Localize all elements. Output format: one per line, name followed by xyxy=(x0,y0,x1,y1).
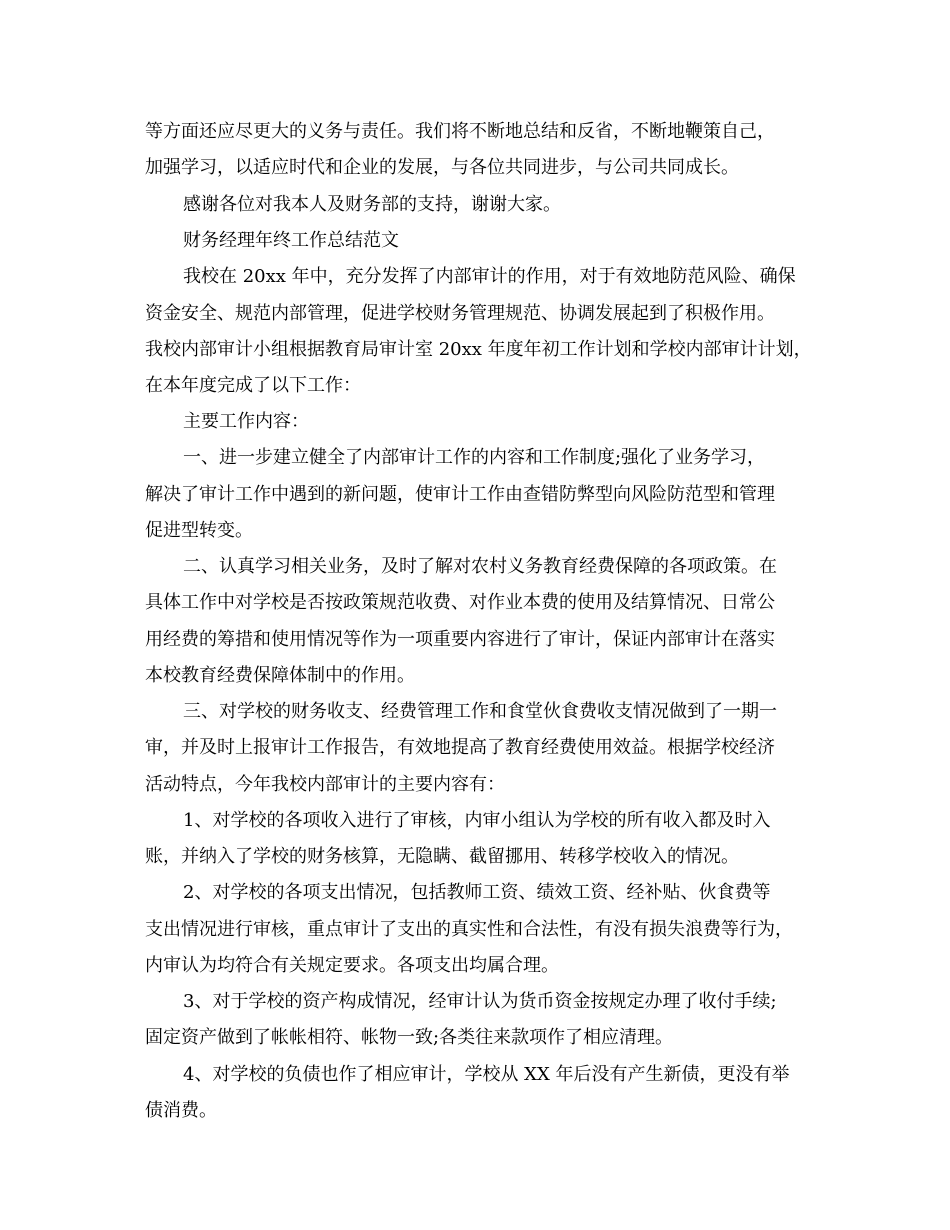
text-line: 活动特点，今年我校内部审计的主要内容有： xyxy=(145,774,505,795)
text-line: 本校教育经费保障体制中的作用。 xyxy=(145,665,415,686)
text-line: 3、对于学校的资产构成情况，经审计认为货币资金按规定办理了收付手续; xyxy=(183,991,777,1012)
text-line: 感谢各位对我本人及财务部的支持，谢谢大家。 xyxy=(183,194,561,215)
text-line: 加强学习，以适应时代和企业的发展，与各位共同进步，与公司共同成长。 xyxy=(145,157,739,178)
section-heading: 财务经理年终工作总结范文 xyxy=(183,230,399,251)
text-line: 2、对学校的各项支出情况，包括教师工资、绩效工资、经补贴、伙食费等 xyxy=(183,882,771,903)
text-line: 三、对学校的财务收支、经费管理工作和食堂伙食费收支情况做到了一期一 xyxy=(183,701,777,722)
text-line: 我校在 20xx 年中，充分发挥了内部审计的作用，对于有效地防范风险、确保 xyxy=(183,266,796,287)
text-line: 解决了审计工作中遇到的新问题，使审计工作由查错防弊型向风险防范型和管理 xyxy=(145,484,775,505)
text-line: 我校内部审计小组根据教育局审计室 20xx 年度年初工作计划和学校内部审计计划， xyxy=(145,339,812,360)
text-line: 二、认真学习相关业务，及时了解对农村义务教育经费保障的各项政策。在 xyxy=(183,556,777,577)
text-line: 一、进一步建立健全了内部审计工作的内容和工作制度;强化了业务学习， xyxy=(183,447,766,468)
text-line: 在本年度完成了以下工作： xyxy=(145,375,361,396)
text-line: 促进型转变。 xyxy=(145,520,253,541)
text-line: 账，并纳入了学校的财务核算，无隐瞒、截留挪用、转移学校收入的情况。 xyxy=(145,846,739,867)
text-line: 审，并及时上报审计工作报告，有效地提高了教育经费使用效益。根据学校经济 xyxy=(145,737,775,758)
text-line: 主要工作内容： xyxy=(183,411,309,432)
text-line: 4、对学校的负债也作了相应审计，学校从 XX 年后没有产生新债，更没有举 xyxy=(183,1064,790,1085)
text-line: 1、对学校的各项收入进行了审核，内审小组认为学校的所有收入都及时入 xyxy=(183,810,771,831)
text-line: 具体工作中对学校是否按政策规范收费、对作业本费的使用及结算情况、日常公 xyxy=(145,592,775,613)
text-line: 等方面还应尽更大的义务与责任。我们将不断地总结和反省，不断地鞭策自己， xyxy=(145,121,775,142)
text-line: 内审认为均符合有关规定要求。各项支出均属合理。 xyxy=(145,955,559,976)
text-line: 债消费。 xyxy=(145,1100,217,1121)
text-line: 资金安全、规范内部管理，促进学校财务管理规范、协调发展起到了积极作用。 xyxy=(145,303,775,324)
text-line: 固定资产做到了帐帐相符、帐物一致;各类往来款项作了相应清理。 xyxy=(145,1027,674,1048)
text-line: 支出情况进行审核，重点审计了支出的真实性和合法性，有没有损失浪费等行为， xyxy=(145,919,793,940)
text-line: 用经费的筹措和使用情况等作为一项重要内容进行了审计，保证内部审计在落实 xyxy=(145,629,775,650)
